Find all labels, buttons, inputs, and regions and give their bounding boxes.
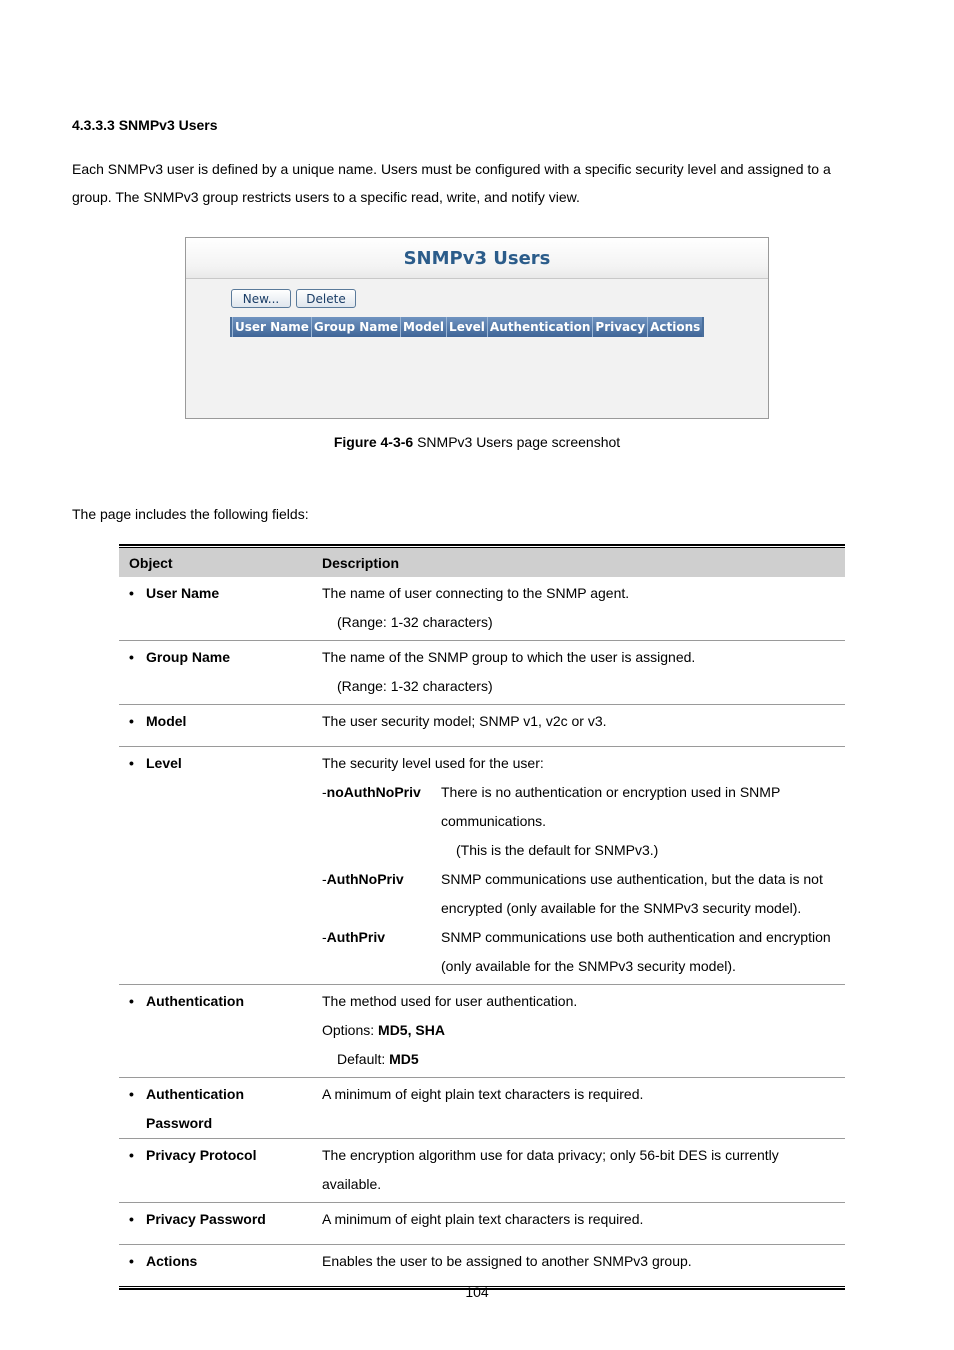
column-header-user-name[interactable]: User Name xyxy=(232,317,311,337)
bullet-icon: • xyxy=(129,649,134,665)
table-row xyxy=(119,1203,845,1245)
options-value: MD5, SHA xyxy=(378,1022,445,1038)
description-text: The encryption algorithm use for data privacy; only 56-bit DES is currently available. xyxy=(322,1147,779,1192)
object-name: Privacy Protocol xyxy=(146,1147,257,1163)
object-name: Privacy Password xyxy=(146,1211,266,1227)
table-row xyxy=(119,1078,845,1139)
table-row xyxy=(119,577,845,641)
column-header-actions[interactable]: Actions xyxy=(647,317,702,337)
bullet-icon: • xyxy=(129,1147,134,1163)
new-button[interactable]: New... xyxy=(231,289,291,308)
bullet-icon: • xyxy=(129,585,134,601)
table-row xyxy=(119,641,845,705)
range-note: (Range: 1-32 characters) xyxy=(337,678,493,694)
bullet-icon: • xyxy=(129,993,134,1009)
object-name: Actions xyxy=(146,1253,198,1269)
table-row xyxy=(119,985,845,1078)
default-line xyxy=(322,1045,845,1074)
fields-intro: The page includes the following fields: xyxy=(72,506,309,522)
object-header: Object xyxy=(129,554,173,571)
bullet-icon: • xyxy=(129,1253,134,1269)
level-description: SNMP communications use authentication, but the data is not encrypted (only available for the SNMPv3 security model). xyxy=(441,871,823,916)
object-name: User Name xyxy=(146,585,220,601)
table-header-row xyxy=(119,548,845,577)
column-header-privacy[interactable]: Privacy xyxy=(592,317,647,337)
level-item: -AuthPriv SNMP communications use both authentication and encryption (only available for the SNMPv3 security model). xyxy=(322,923,845,981)
object-name: Model xyxy=(146,713,187,729)
level-key: AuthNoPriv xyxy=(326,871,404,887)
table-row xyxy=(119,1139,845,1203)
level-key: noAuthNoPriv xyxy=(326,784,421,800)
object-name: Level xyxy=(146,755,182,771)
description-header: Description xyxy=(322,554,400,571)
intro-paragraph: Each SNMPv3 user is defined by a unique name. Users must be configured with a specific security level and assigned to a group. The SNMPv3 group restricts users to a specific read, write, and notify view. xyxy=(72,161,831,205)
table-row xyxy=(119,705,845,747)
caption-label: Figure 4-3-6 xyxy=(333,434,414,450)
page-number: 104 xyxy=(465,1284,489,1300)
screenshot-title: SNMPv3 Users xyxy=(403,248,551,269)
bullet-icon: • xyxy=(129,1086,134,1102)
range-note: (Range: 1-32 characters) xyxy=(337,614,493,630)
bullet-icon: • xyxy=(129,713,134,729)
default-label: Default: xyxy=(337,1051,390,1067)
level-description: SNMP communications use both authentication and encryption (only available for the SNMPv3 security model). xyxy=(441,929,831,974)
options-line xyxy=(322,1016,845,1045)
level-description: There is no authentication or encryption used in SNMP communications. xyxy=(441,784,781,829)
caption-text: SNMPv3 Users page screenshot xyxy=(413,434,621,450)
table-row xyxy=(119,1245,845,1285)
description-text: Enables the user to be assigned to another SNMPv3 group. xyxy=(322,1253,692,1269)
column-header-level[interactable]: Level xyxy=(446,317,487,337)
object-name: Authentication xyxy=(146,993,244,1009)
object-name: Authentication Password xyxy=(146,1086,244,1131)
fields-table xyxy=(119,544,845,1290)
default-value: MD5 xyxy=(389,1051,419,1067)
delete-button[interactable]: Delete xyxy=(296,289,356,308)
description-text: The name of the SNMP group to which the user is assigned. xyxy=(322,649,696,665)
level-note: (This is the default for SNMPv3.) xyxy=(456,842,659,858)
table-row xyxy=(119,747,845,985)
object-name: Group Name xyxy=(146,649,231,665)
figure-caption xyxy=(0,434,954,450)
description-text: A minimum of eight plain text characters is required. xyxy=(322,1211,644,1227)
level-key: AuthPriv xyxy=(326,929,386,945)
level-item: -noAuthNoPriv There is no authentication or encryption used in SNMP communications. (This is the default for SNMPv3.) xyxy=(322,778,845,865)
column-header-model[interactable]: Model xyxy=(400,317,446,337)
users-table-header xyxy=(230,317,704,337)
level-item: -AuthNoPriv SNMP communications use authentication, but the data is not encrypted (only available for the SNMPv3 security model). xyxy=(322,865,845,923)
bullet-icon: • xyxy=(129,1211,134,1227)
options-label: Options: xyxy=(322,1022,379,1038)
description-text: The method used for user authentication. xyxy=(322,993,578,1009)
description-text: The user security model; SNMP v1, v2c or v3. xyxy=(322,713,607,729)
description-text: The name of user connecting to the SNMP agent. xyxy=(322,585,630,601)
section-heading: 4.3.3.3 SNMPv3 Users xyxy=(72,117,218,133)
column-header-group-name[interactable]: Group Name xyxy=(311,317,400,337)
description-text: A minimum of eight plain text characters is required. xyxy=(322,1086,644,1102)
description-text: The security level used for the user: xyxy=(322,755,544,771)
snmpv3-users-screenshot xyxy=(185,237,769,419)
screenshot-header xyxy=(186,238,768,279)
bullet-icon: • xyxy=(129,755,134,771)
column-header-authentication[interactable]: Authentication xyxy=(487,317,593,337)
